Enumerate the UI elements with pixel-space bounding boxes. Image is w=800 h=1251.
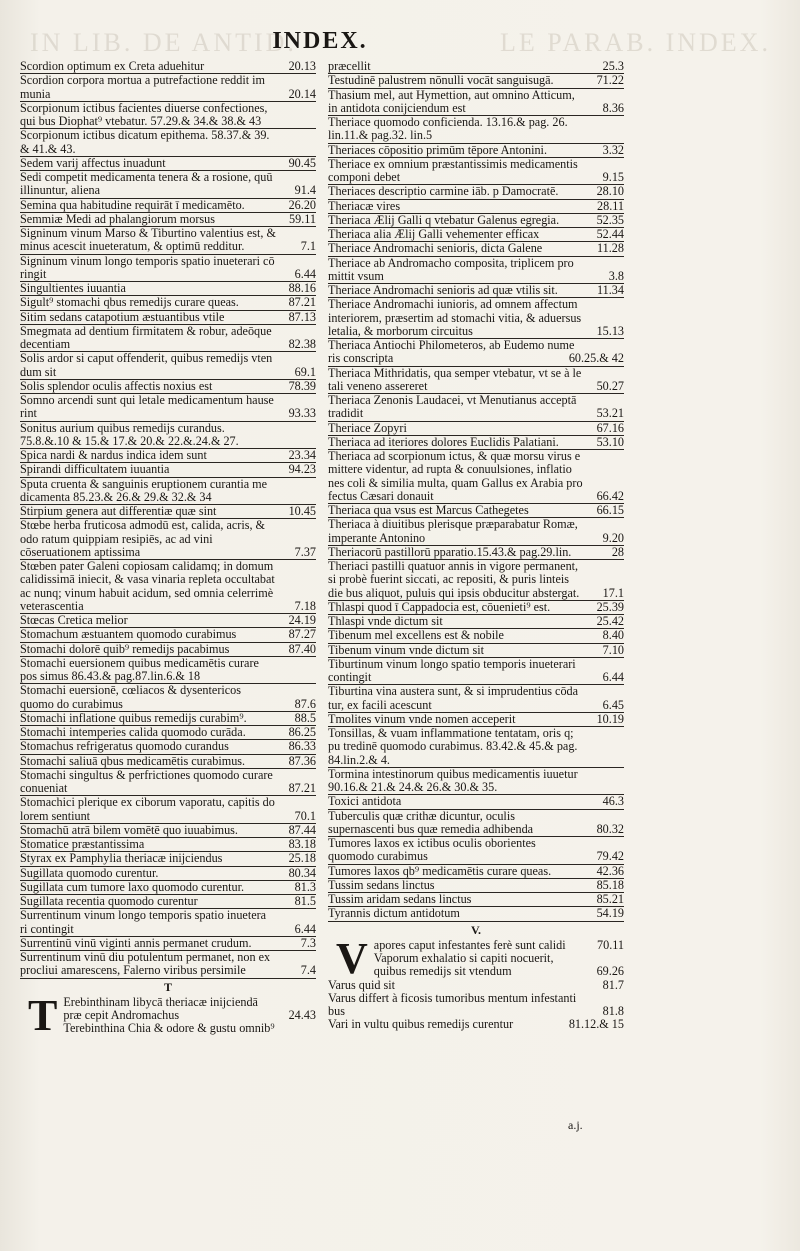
index-entry — [20, 380, 316, 393]
index-entry — [328, 504, 624, 517]
index-entry — [328, 893, 624, 906]
index-entry-text: Sitim sedans catapotium æstuantibus vtile — [20, 309, 225, 324]
index-entry — [20, 325, 316, 352]
index-entry — [328, 367, 624, 394]
index-entry-page: 60.25.& 42 — [568, 351, 624, 366]
index-entry — [328, 992, 624, 1019]
index-entry — [328, 394, 624, 421]
index-entry — [328, 560, 624, 600]
index-entry-page: 93.33 — [288, 406, 316, 421]
index-entry-page: 3.8 — [608, 268, 624, 283]
index-entry-page: 24.43 — [288, 1008, 316, 1022]
index-entry — [328, 89, 624, 116]
index-entry-page: 52.35 — [596, 212, 624, 227]
index-entry — [20, 157, 316, 170]
right-column — [328, 60, 624, 1032]
index-entry-text: Stœcas Cretica melior — [20, 613, 128, 627]
index-entry-page: 54.19 — [596, 906, 624, 921]
index-entry-text: Stirpium genera aut differentiæ quæ sint — [20, 504, 217, 518]
index-entry — [328, 546, 624, 559]
index-entry — [328, 865, 624, 878]
index-entry-page: 87.21 — [288, 781, 316, 795]
index-entry — [328, 939, 624, 952]
index-entry — [20, 881, 316, 894]
index-entry — [20, 726, 316, 739]
index-entry-text: Vaporum exhalatio si capiti nocuerit, quibus remedijs sit vtendum — [373, 951, 554, 979]
index-entry — [328, 228, 624, 241]
index-entry-page: 81.3 — [294, 879, 316, 894]
index-entry-page: 88.5 — [294, 710, 316, 725]
index-entry-page: 87.40 — [288, 641, 316, 656]
index-entry-page: 26.20 — [288, 197, 316, 212]
index-entry-page: 94.23 — [288, 462, 316, 477]
index-entry-text: præcellit — [328, 59, 371, 73]
index-entry — [328, 952, 624, 979]
index-entry — [328, 768, 624, 795]
index-entry — [20, 614, 316, 627]
index-entry — [20, 712, 316, 725]
index-entry-page: 42.36 — [596, 863, 624, 878]
index-entry-text: Stomachus refrigeratus quomodo curandus — [20, 739, 229, 754]
index-entry-text: Theriaca ad iteriores dolores Euclidis Palatiani. — [328, 434, 559, 449]
index-entry — [20, 311, 316, 324]
index-entry-page: 87.44 — [288, 822, 316, 837]
index-entry — [328, 422, 624, 435]
index-entry-page: 9.15 — [602, 170, 624, 184]
index-entry — [20, 463, 316, 476]
index-entry-text: Semmiæ Medi ad phalangiorum morsus — [20, 211, 215, 226]
index-entry-text: Tiburtinum vinum longo spatio temporis inueterari contingit — [328, 656, 576, 684]
index-entry — [20, 996, 316, 1023]
index-entry — [20, 199, 316, 212]
index-entry-text: Stomachi inflatione quibus remedijs curabim⁹. — [20, 710, 247, 725]
index-entry-page: 86.25 — [288, 725, 316, 739]
index-entry-page: 6.44 — [294, 921, 316, 936]
index-entry-text: Theriace Andromachi senioris, dicta Galene — [328, 241, 543, 256]
index-entry — [328, 116, 624, 143]
index-entry-text: Varus differt à ficosis tumoribus mentum infestanti bus — [328, 990, 577, 1018]
index-entry — [20, 394, 316, 421]
index-entry — [328, 795, 624, 808]
index-entry-page: 28.10 — [596, 184, 624, 199]
index-entry — [328, 518, 624, 545]
index-entry-page: 9.20 — [602, 530, 624, 545]
index-entry-page: 6.44 — [294, 266, 316, 281]
index-entry — [328, 713, 624, 726]
index-entry-text: Stomachum æstuantem quomodo curabimus — [20, 627, 237, 642]
index-entry-page: 25.42 — [596, 614, 624, 628]
index-entry-text: Vari in vultu quibus remedijs curentur — [328, 1017, 514, 1032]
index-entry-page: 11.28 — [597, 241, 624, 256]
index-entry — [20, 895, 316, 908]
index-entry-text: Theriaca à diuitibus plerisque præparabatur Romæ, imperante Antonino — [328, 517, 578, 545]
index-entry-text: Stomachi dolorē quib⁹ remedijs pacabimus — [20, 641, 230, 656]
index-entry-text: Scorpionum ictibus facientes diuerse confectiones, qui bus Diophat⁹ vtebatur. 57.29.& 34.& 38.& 43 — [20, 100, 268, 128]
index-entry — [328, 615, 624, 628]
index-entry — [20, 643, 316, 656]
index-entry-text: Styrax ex Pamphylia theriacæ inijciendus — [20, 851, 223, 866]
index-entry-text: Stomachū atrā bilem vomētē quo iuuabimus. — [20, 822, 238, 837]
index-entry-page: 59.11 — [289, 211, 316, 226]
index-entry-page: 81.8 — [602, 1004, 624, 1018]
index-entry-page: 7.3 — [300, 935, 316, 950]
index-entry-text: Solis ardor si caput offenderit, quibus remedijs vten dum sit — [20, 351, 273, 379]
index-entry-text: Sigult⁹ stomachi qbus remedijs curare queas. — [20, 295, 239, 310]
index-entry-page: 23.34 — [288, 448, 316, 462]
index-entry-page: 90.45 — [288, 155, 316, 170]
index-entry — [328, 629, 624, 642]
index-entry-text: Theriaci pastilli quatuor annis in vigore permanent, si probè fuerint siccati, ac repositi, & puris linteis die bus aliquot, puluis qui ipsis obducitur abstergat. — [328, 559, 580, 600]
index-entry-page: 28.11 — [597, 198, 624, 213]
index-entry — [328, 257, 624, 284]
index-entry-text: Theriace Andromachi iunioris, ad omnem affectum interiorem, præsertim ad stomachi vitia, & aduersus letalia, & morborum circuitus — [328, 297, 582, 338]
index-entry — [328, 837, 624, 864]
index-entry-page: 3.32 — [602, 142, 624, 157]
index-entry-text: Tiburtina vina austera sunt, & si imprudentius cōda tur, ex facili acescunt — [328, 684, 579, 712]
index-entry-text: Theriaca Mithridatis, qua semper vtebatur, vt se à le tali veneno assereret — [328, 365, 582, 393]
divider — [328, 921, 624, 922]
index-entry-text: Sputa cruenta & sanguinis eruptionem curantia me dicamenta 85.23.& 26.& 29.& 32.& 34 — [20, 476, 268, 504]
index-entry-text: Tyrannis dictum antidotum — [328, 906, 460, 921]
index-entry-text: Surrentinum vinū diu potulentum permanet, non ex procliui amarescens, Falerno viribus persimile — [20, 950, 271, 978]
index-entry-text: Theriaca Zenonis Laudacei, vt Menutianus acceptā tradidit — [328, 393, 577, 421]
index-entry-text: Thasium mel, aut Hymettion, aut omnino Atticum, in antidota conijciendum est — [328, 87, 575, 115]
index-entry-page: 46.3 — [602, 794, 624, 809]
index-entry — [20, 422, 316, 449]
index-entry-page: 10.19 — [596, 711, 624, 726]
index-entry-text: Smegmata ad dentium firmitatem & robur, adeōque decentiam — [20, 323, 272, 351]
index-entry-text: Theriaca Antiochi Philometeros, ab Eudemo nume ris conscripta — [328, 338, 575, 366]
index-entry — [328, 658, 624, 685]
index-entry-page: 53.10 — [596, 434, 624, 449]
index-entry-page: 8.40 — [602, 628, 624, 643]
index-entry-page: 79.42 — [596, 849, 624, 864]
index-entry — [328, 158, 624, 185]
index-entry-text: Stomachi euersionem quibus medicamētis curare pos simus 86.43.& pag.87.lin.6.& 18 — [20, 655, 259, 683]
index-entry — [328, 685, 624, 712]
dropcap-v: V — [336, 933, 368, 983]
index-entry-text: Theriacæ vires — [328, 198, 401, 213]
index-entry — [20, 478, 316, 505]
index-entry-text: Theriaces descriptio carmine iāb. p Damocratē. — [328, 184, 559, 199]
index-entry-page: 78.39 — [288, 378, 316, 393]
left-column — [20, 59, 316, 1040]
index-entry-text: Varus quid sit — [328, 977, 396, 992]
index-entry-page: 81.12.& 15 — [568, 1017, 624, 1032]
index-entry — [328, 144, 624, 157]
index-entry-text: Terebinthina Chia & odore & gustu omnib⁹ — [63, 1021, 275, 1036]
index-entry — [328, 810, 624, 837]
index-entry-page: 10.45 — [288, 504, 316, 518]
index-entry — [328, 450, 624, 503]
index-entry — [20, 296, 316, 309]
index-entry-page: 25.3 — [602, 59, 624, 73]
index-entry-page: 20.14 — [288, 86, 316, 101]
index-entry — [20, 769, 316, 796]
index-entry-text: Somno arcendi sunt qui letale medicamentum hause rint — [20, 393, 274, 421]
index-entry-text: Erebinthinam libycā theriacæ inijciendā præ cepit Andromachus — [63, 994, 258, 1022]
index-entry-text: Spirandi difficultatem iuuantia — [20, 462, 170, 477]
index-entry — [20, 867, 316, 880]
index-entry — [20, 1022, 316, 1035]
index-entry-text: Theriaca qua vsus est Marcus Cathegetes — [328, 503, 529, 517]
index-entry — [20, 560, 316, 613]
index-entry-page: 87.6 — [294, 696, 316, 711]
index-entry-page: 85.18 — [596, 877, 624, 892]
index-entry — [20, 838, 316, 851]
index-entry — [20, 213, 316, 226]
index-entry-text: Tumores laxos qb⁹ medicamētis curare queas. — [328, 863, 552, 878]
index-entry-page: 80.34 — [288, 865, 316, 880]
index-entry — [328, 74, 624, 87]
index-entry-page: 8.36 — [602, 100, 624, 115]
index-entry-text: Toxici antidota — [328, 794, 402, 809]
index-entry-text: Theriace quomodo conficienda. 13.16.& pag. 26. lin.11.& pag.32. lin.5 — [328, 115, 568, 143]
index-entry — [20, 796, 316, 823]
index-entry-text: Singultientes iuuantia — [20, 281, 126, 295]
index-entry — [328, 339, 624, 366]
index-entry-text: Theriaca ad scorpionum ictus, & quæ morsu virus e mittere videntur, ad rupta & conuulsiones, inflatio nes coli & similia multa, quam Gallus ex Arabia pro fectus Cæsari donauit — [328, 449, 583, 503]
index-entry-page: 86.33 — [288, 739, 316, 754]
index-entry — [328, 185, 624, 198]
index-entry — [20, 227, 316, 254]
index-entry — [20, 684, 316, 711]
index-entry-page: 87.27 — [288, 627, 316, 642]
index-entry-page: 82.38 — [288, 337, 316, 351]
index-entry — [20, 74, 316, 101]
index-entry-text: Surrentinū vinū viginti annis permanet crudum. — [20, 935, 252, 950]
index-entry-text: Stomatice præstantissima — [20, 837, 145, 851]
divider — [20, 978, 316, 979]
index-entry-text: Tussim aridam sedans linctus — [328, 892, 472, 906]
index-entry-text: Scordion optimum ex Creta aduehitur — [20, 59, 205, 73]
index-entry — [328, 284, 624, 297]
index-entry-text: Theriace Andromachi senioris ad quæ vtilis sit. — [328, 283, 558, 297]
index-entry-page: 87.13 — [288, 309, 316, 324]
index-entry-page: 87.21 — [288, 295, 316, 310]
index-entry — [20, 755, 316, 768]
index-entry — [328, 879, 624, 892]
index-entry — [20, 951, 316, 978]
index-entry-page: 17.1 — [602, 585, 624, 600]
index-entry-text: Tuberculis quæ crithæ dicuntur, oculis supernascenti bus quæ remedia adhibenda — [328, 808, 534, 836]
index-entry-text: Stœben pater Galeni copiosam calidamq; in domum calidissimā iniecit, & vasa vinaria repleta occultabat ac nunq; vinum habuit acidum, sed omnia celerrimè veterascentia — [20, 559, 275, 613]
index-entry-page: 6.44 — [602, 670, 624, 684]
index-entry-text: Stomachi euersionē, cœliacos & dysentericos quomo do curabimus — [20, 683, 242, 711]
bleed-through-right: LE PARAB. INDEX. — [500, 28, 771, 57]
index-entry — [20, 937, 316, 950]
index-entry-text: Semina qua habitudine requirāt ī medicamēto. — [20, 197, 245, 212]
index-entry-text: apores caput infestantes ferè sunt calidi — [373, 937, 566, 952]
index-entry-page: 6.45 — [602, 697, 624, 712]
index-entry-page: 80.32 — [596, 821, 624, 836]
index-entry-text: Thlaspi vnde dictum sit — [328, 614, 443, 628]
index-entry — [20, 909, 316, 936]
index-entry-page: 81.5 — [294, 894, 316, 908]
index-entry-text: Scordion corpora mortua a putrefactione reddit im munia — [20, 73, 266, 101]
index-entry-page: 69.26 — [596, 964, 624, 979]
index-entry-page: 7.37 — [294, 544, 316, 559]
index-entry-text: Sedem varij affectus inuadunt — [20, 155, 166, 170]
index-entry — [20, 657, 316, 684]
index-entry-page: 11.34 — [597, 283, 624, 297]
index-entry — [20, 519, 316, 559]
index-entry-text: Sedi competit medicamenta tenera & a rosione, quū illinuntur, aliena — [20, 170, 273, 198]
index-entry-text: Signinum vinum Marso & Tiburtino valentius est, & minus acescit inueteratum, & optimū redditur. — [20, 226, 276, 254]
index-entry-text: Stomachici plerique ex ciborum vaporatu, capitis do lorem sentiunt — [20, 795, 275, 823]
index-entry — [20, 352, 316, 379]
index-entry-text: Sugillata quomodo curentur. — [20, 865, 159, 880]
section-v-block — [328, 933, 624, 1032]
index-entry — [328, 242, 624, 255]
page-title: INDEX. — [272, 28, 368, 54]
index-entry-page: 70.11 — [597, 937, 624, 952]
index-entry-text: Tibenum mel excellens est & nobile — [328, 628, 504, 643]
index-entry-page: 85.21 — [596, 892, 624, 906]
index-entry — [20, 852, 316, 865]
index-entry-text: Testudinē palustrem nōnulli vocāt sanguisugā. — [328, 73, 554, 88]
index-entry — [20, 282, 316, 295]
index-entry-page: 24.19 — [288, 613, 316, 627]
index-entry-text: Scorpionum ictibus dicatum epithema. 58.37.& 39. & 41.& 43. — [20, 128, 270, 156]
index-entry-page: 7.4 — [300, 963, 316, 978]
index-entry-text: Sugillata recentia quomodo curentur — [20, 894, 198, 908]
index-entry-text: Tormina intestinorum quibus medicamentis iuuetur 90.16.& 21.& 24.& 26.& 30.& 35. — [328, 766, 578, 794]
index-entry-page: 25.39 — [596, 599, 624, 614]
catchword: a.j. — [568, 1118, 583, 1132]
index-entry-text: Solis splendor oculis affectis noxius est — [20, 378, 213, 393]
index-entry — [328, 1018, 624, 1031]
index-entry — [328, 907, 624, 920]
index-entry-page: 52.44 — [596, 227, 624, 241]
index-entry — [328, 60, 624, 73]
index-entry — [20, 171, 316, 198]
index-entry-text: Stœbe herba fruticosa admodū est, calida, acris, & odo ratum quippiam resipiēs, ac ad vini cōseruationem aptissima — [20, 518, 266, 559]
index-entry-page: 50.27 — [596, 378, 624, 393]
index-entry — [328, 727, 624, 767]
index-entry-text: Theriace Zopyri — [328, 420, 407, 435]
index-entry-text: Theriaca Ælij Galli q vtebatur Galenus egregia. — [328, 212, 560, 227]
index-entry-text: Signinum vinum longo temporis spatio inueterari cō ringit — [20, 253, 275, 281]
index-entry-text: Tumores laxos ex ictibus oculis oborientes quomodo curabimus — [328, 836, 536, 864]
index-entry-text: Theriace ab Andromacho composita, triplicem pro mittit vsum — [328, 255, 574, 283]
index-entry-page: 7.1 — [300, 239, 316, 254]
index-entry-text: Thlaspi quod ī Cappadocia est, cōuenieti⁹ est. — [328, 599, 551, 614]
index-entry-page: 91.4 — [294, 183, 316, 198]
index-entry — [20, 255, 316, 282]
index-entry — [20, 628, 316, 641]
index-entry-page: 15.13 — [596, 323, 624, 338]
index-entry — [20, 60, 316, 73]
index-entry — [20, 505, 316, 518]
index-entry — [20, 129, 316, 156]
index-entry-text: Theriacorū pastillorū pparatio.15.43.& pag.29.lin. — [328, 544, 572, 559]
index-entry — [328, 601, 624, 614]
index-entry-page: 7.10 — [602, 642, 624, 657]
index-entry — [328, 298, 624, 338]
index-entry-page: 88.16 — [288, 281, 316, 295]
index-entry-page: 20.13 — [288, 59, 316, 73]
index-entry-page: 7.18 — [294, 598, 316, 613]
index-entry-page: 71.22 — [596, 73, 624, 88]
index-entry-page: 28 — [611, 544, 624, 559]
index-entry-text: Stomachi saliuā qbus medicamētis curabimus. — [20, 753, 246, 768]
index-entry-text: Surrentinum vinum longo temporis spatio inuetera ri contingit — [20, 908, 267, 936]
index-entry-text: Sonitus aurium quibus remedijs curandus. 75.8.&.10 & 15.& 17.& 20.& 22.&.24.& 27. — [20, 420, 239, 448]
index-entry-text: Stomachi intemperies calida quomodo curāda. — [20, 725, 246, 739]
index-entry-text: Sugillata cum tumore laxo quomodo curentur. — [20, 879, 245, 894]
index-entry — [20, 449, 316, 462]
index-entry — [328, 214, 624, 227]
index-entry-text: Theriaces cōpositio primūm tēpore Antonini. — [328, 142, 547, 157]
index-entry-page: 25.18 — [288, 851, 316, 866]
index-entry — [328, 644, 624, 657]
dropcap-t: T — [28, 990, 58, 1040]
index-entry — [328, 979, 624, 992]
bleed-through-left: IN LIB. DE ANTID. — [30, 28, 297, 57]
index-entry — [328, 200, 624, 213]
index-entry-page: 70.1 — [294, 808, 316, 823]
index-entry-text: Tussim sedans linctus — [328, 877, 435, 892]
section-t-block — [20, 990, 316, 1040]
section-letter-v: V. — [470, 922, 482, 937]
index-entry-page: 67.16 — [596, 420, 624, 435]
index-entry-page: 53.21 — [596, 406, 624, 421]
index-entry-text: Tonsillas, & vuam inflammatione tentatam, oris q; pu tredinē quomodo curabimus. 83.42.& 45.& pag. 84.lin.2.& 4. — [328, 726, 578, 767]
index-entry-page: 66.42 — [596, 488, 624, 503]
index-entry — [20, 824, 316, 837]
index-entry-text: Tibenum vinum vnde dictum sit — [328, 642, 484, 657]
section-letter-t: T — [163, 979, 172, 994]
index-entry-text: Theriace ex omnium præstantissimis medicamentis componi debet — [328, 156, 578, 184]
index-entry-text: Spica nardi & nardus indica idem sunt — [20, 448, 207, 462]
index-entry — [20, 740, 316, 753]
index-entry — [328, 436, 624, 449]
index-entry-text: Theriaca alia Ælij Galli vehementer efficax — [328, 227, 540, 241]
index-entry-page: 81.7 — [602, 977, 624, 992]
index-entry-page: 83.18 — [288, 837, 316, 851]
index-entry-text: Stomachi singultus & perfrictiones quomodo curare conueniat — [20, 767, 273, 795]
index-entry — [20, 102, 316, 129]
index-entry-page: 69.1 — [294, 364, 316, 379]
index-entry-text: Tmolites vinum vnde nomen acceperit — [328, 711, 516, 726]
index-entry-page: 66.15 — [596, 503, 624, 517]
index-entry-page: 87.36 — [288, 753, 316, 768]
